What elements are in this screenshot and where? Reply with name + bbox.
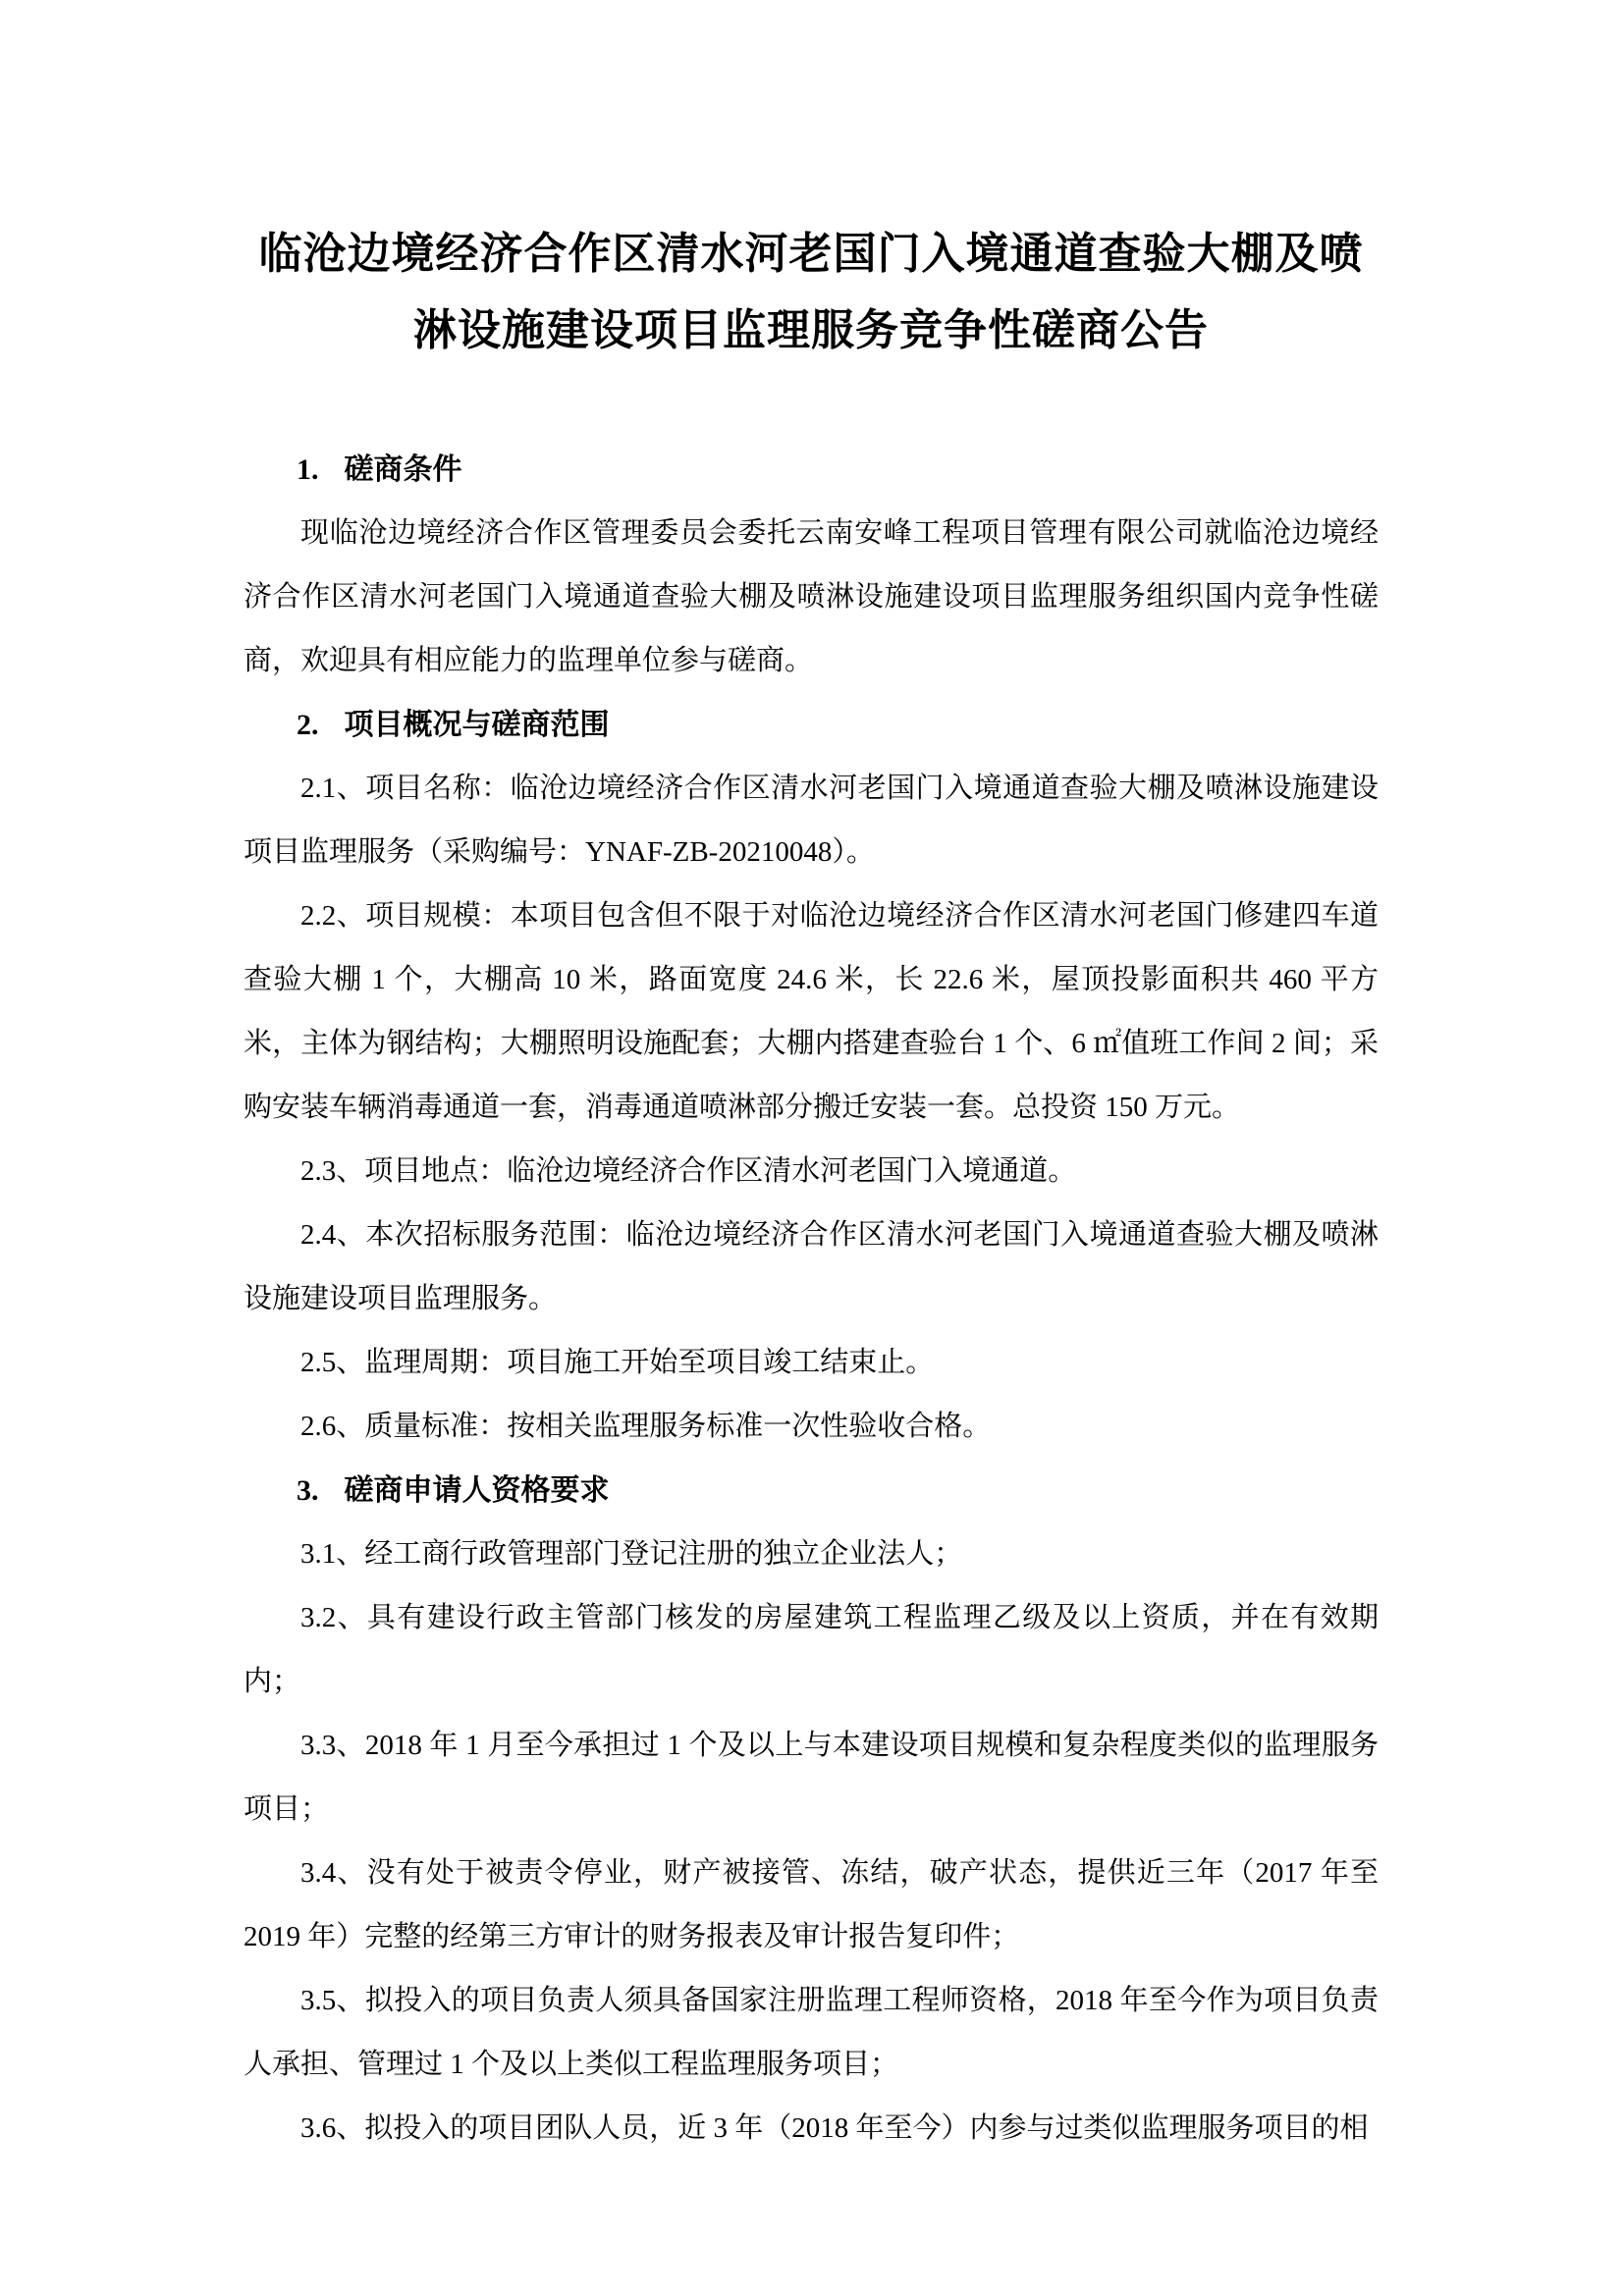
section-1-heading	[244, 438, 1379, 502]
section-1-label: 磋商条件	[344, 454, 462, 486]
section-3-label: 磋商申请人资格要求	[344, 1474, 610, 1507]
item-2-3: 2.3、项目地点：临沧边境经济合作区清水河老国门入境通道。	[300, 1155, 1077, 1187]
document-title-line-2: 淋设施建设项目监理服务竞争性磋商公告	[413, 306, 1209, 354]
document-body	[244, 438, 1379, 2161]
document-title	[244, 0, 1379, 369]
item-2-5: 2.5、监理周期：项目施工开始至项目竣工结束止。	[300, 1347, 935, 1378]
item-3-4: 3.4、没有处于被责令停业，财产被接管、冻结，破产状态，提供近三年（2017 年至 2019 年）完整的经第三方审计的财务报表及审计报告复印件；	[244, 1857, 1379, 1952]
item-2-6: 2.6、质量标准：按相关监理服务标准一次性验收合格。	[300, 1411, 992, 1442]
section-2-number: 2.	[297, 709, 319, 741]
item-2-1: 2.1、项目名称：临沧边境经济合作区清水河老国门入境通道查验大棚及喷淋设施建设项目监理服务（采购编号：YNAF-ZB-20210048）。	[244, 773, 1379, 868]
section-1-paragraph: 现临沧边境经济合作区管理委员会委托云南安峰工程项目管理有限公司就临沧边境经济合作区清水河老国门入境通道查验大棚及喷淋设施建设项目监理服务组织国内竞争性磋商，欢迎具有相应能力的监理单位参与磋商。	[244, 517, 1379, 676]
item-2-2: 2.2、项目规模：本项目包含但不限于对临沧边境经济合作区清水河老国门修建四车道查验大棚 1 个，大棚高 10 米，路面宽度 24.6 米，长 22.6 米，屋顶投影面积共 460 平方米，主体为钢结构；大棚照明设施配套；大棚内搭建查验台 1 个、6 ㎡值班工作间 2 间；采购安装车辆消毒通道一套，消毒通道喷淋部分搬迁安装一套。总投资 150 万元。	[244, 900, 1379, 1123]
section-2-heading	[244, 693, 1379, 757]
section-2-label: 项目概况与磋商范围	[344, 709, 610, 741]
section-3-heading	[244, 1459, 1379, 1522]
section-3-number: 3.	[297, 1474, 319, 1507]
item-3-5: 3.5、拟投入的项目负责人须具备国家注册监理工程师资格，2018 年至今作为项目负责人承担、管理过 1 个及以上类似工程监理服务项目；	[244, 1985, 1379, 2080]
section-1-number: 1.	[297, 454, 319, 486]
item-3-6-truncated: 3.6、拟投入的项目团队人员，近 3 年（2018 年至今）内参与过类似监理服务项目的相	[300, 2112, 1369, 2144]
item-3-1: 3.1、经工商行政管理部门登记注册的独立企业法人；	[300, 1538, 963, 1570]
item-2-4: 2.4、本次招标服务范围：临沧边境经济合作区清水河老国门入境通道查验大棚及喷淋设施建设项目监理服务。	[244, 1219, 1379, 1314]
document-title-line-1: 临沧边境经济合作区清水河老国门入境通道查验大棚及喷	[258, 230, 1364, 278]
document-content	[244, 0, 1379, 2161]
item-3-3: 3.3、2018 年 1 月至今承担过 1 个及以上与本建设项目规模和复杂程度类似的监理服务项目；	[244, 1730, 1379, 1825]
item-3-2: 3.2、具有建设行政主管部门核发的房屋建筑工程监理乙级及以上资质，并在有效期内；	[244, 1602, 1379, 1697]
